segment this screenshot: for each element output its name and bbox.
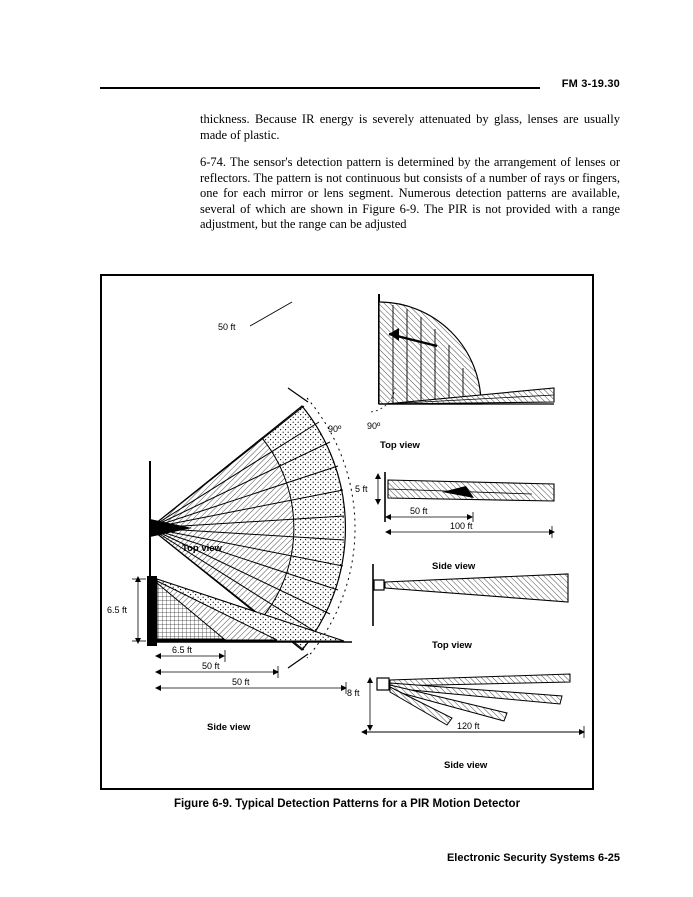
label-wedge-view: Side view — [207, 722, 251, 733]
label-multi-height: 8 ft — [347, 688, 360, 698]
label-narrow-height: 5 ft — [355, 484, 368, 494]
figure-6-9 — [100, 274, 594, 790]
label-multi-dim: 120 ft — [457, 721, 480, 731]
label-wedge-dim-far: 50 ft — [232, 677, 250, 687]
label-narrow-dim-near: 50 ft — [410, 506, 428, 516]
label-wedge-height: 6.5 ft — [107, 605, 128, 615]
label-fan-view: Top view — [182, 543, 222, 554]
label-fan-range: 50 ft — [218, 322, 236, 332]
manual-id: FM 3-19.30 — [561, 78, 620, 90]
narrow-beam-side-view — [355, 472, 555, 572]
label-narrow-view: Side view — [432, 561, 476, 572]
figure-caption: Figure 6-9. Typical Detection Patterns for a PIR Motion Detector — [173, 798, 521, 810]
label-wedge-dim-near: 6.5 ft — [172, 645, 193, 655]
label-fan-angle: 90º — [328, 424, 342, 434]
label-narrow-dim-far: 100 ft — [450, 521, 473, 531]
figure-diagram — [102, 276, 592, 788]
paragraph-6-74: 6-74. The sensor's detection pattern is determined by the arrangement of lenses or reflectors. The pattern is not continuous but consists of a number of rays or fingers, one for each mirror or lens segment. Numerous detection patterns are available, several of which are shown in Figure 6-9. The PIR is not provided with a range adjustment, but the range can be adjusted — [200, 155, 620, 231]
page-header — [100, 78, 620, 98]
header-rule — [100, 87, 540, 89]
label-wedge-dim-mid: 50 ft — [202, 661, 220, 671]
page-footer: Electronic Security Systems 6-25 — [446, 852, 620, 864]
label-quarter-view: Top view — [380, 440, 420, 451]
body-text — [200, 112, 620, 233]
label-long-top-view: Top view — [432, 640, 472, 651]
multi-finger-side-view — [347, 674, 585, 771]
long-beam-top-view — [373, 564, 568, 651]
quarter-pattern-top-view — [367, 294, 554, 451]
label-multi-view: Side view — [444, 760, 488, 771]
paragraph-continued: thickness. Because IR energy is severely attenuated by glass, lenses are usually made of plastic. — [200, 112, 620, 142]
label-quarter-angle: 90º — [367, 421, 381, 431]
